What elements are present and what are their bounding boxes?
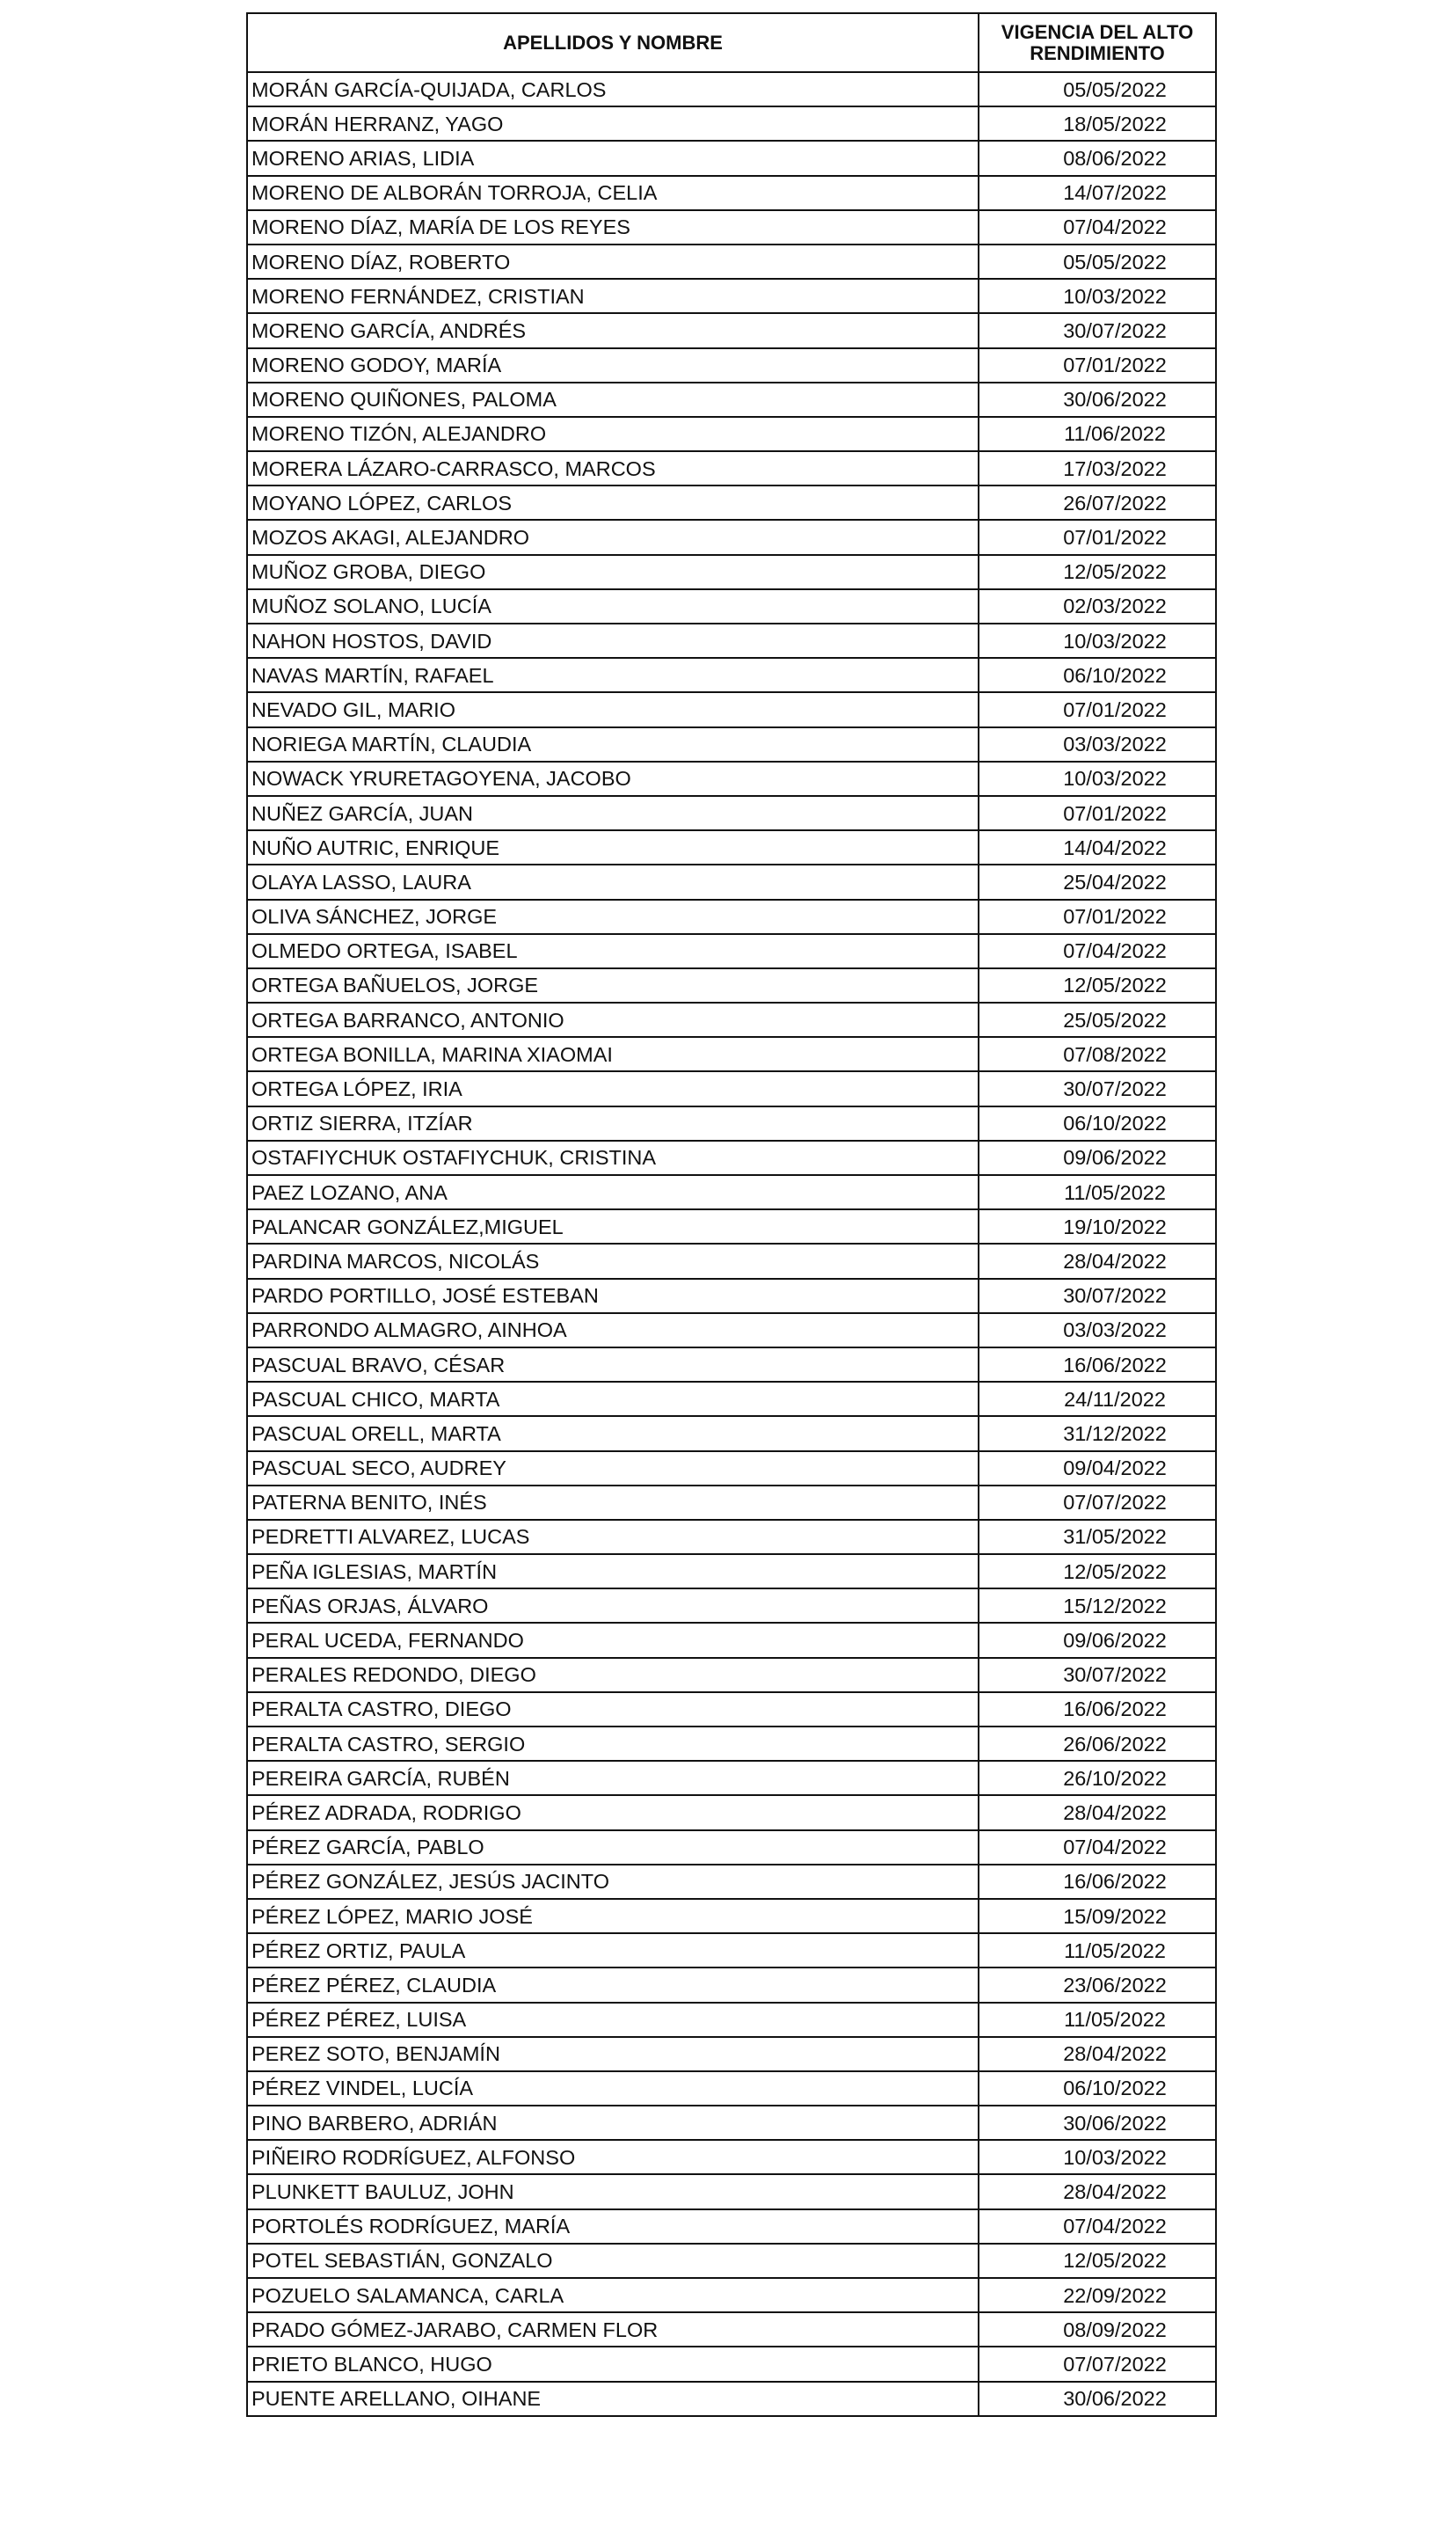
table-row xyxy=(247,1279,1216,1313)
table-row xyxy=(247,1727,1216,1761)
validity-date-cell: 07/07/2022 xyxy=(979,2347,1216,2381)
validity-date-cell: 06/10/2022 xyxy=(979,1106,1216,1141)
table-row xyxy=(247,2382,1216,2416)
validity-date-cell: 30/06/2022 xyxy=(979,2382,1216,2416)
validity-date-cell: 07/04/2022 xyxy=(979,1830,1216,1865)
athlete-name-cell: PÉREZ ORTIZ, PAULA xyxy=(247,1933,979,1968)
athletes-table xyxy=(246,12,1217,2417)
table-row xyxy=(247,141,1216,175)
validity-date-cell: 12/05/2022 xyxy=(979,2244,1216,2278)
validity-date-cell: 07/08/2022 xyxy=(979,1037,1216,1071)
validity-date-cell: 14/04/2022 xyxy=(979,830,1216,865)
validity-date-cell: 09/04/2022 xyxy=(979,1451,1216,1486)
table-body xyxy=(247,72,1216,2416)
athlete-name-cell: NUÑEZ GARCÍA, JUAN xyxy=(247,796,979,830)
athlete-name-cell: MORENO QUIÑONES, PALOMA xyxy=(247,383,979,417)
validity-date-cell: 12/05/2022 xyxy=(979,968,1216,1003)
validity-date-cell: 28/04/2022 xyxy=(979,1244,1216,1278)
validity-date-cell: 11/05/2022 xyxy=(979,1175,1216,1209)
athlete-name-cell: MUÑOZ GROBA, DIEGO xyxy=(247,555,979,589)
validity-date-cell: 30/07/2022 xyxy=(979,313,1216,347)
validity-date-cell: 12/05/2022 xyxy=(979,555,1216,589)
table-row xyxy=(247,1761,1216,1795)
athlete-name-cell: OLMEDO ORTEGA, ISABEL xyxy=(247,934,979,968)
athlete-name-cell: PRADO GÓMEZ-JARABO, CARMEN FLOR xyxy=(247,2312,979,2347)
athlete-name-cell: PÉREZ PÉREZ, CLAUDIA xyxy=(247,1968,979,2002)
validity-date-cell: 15/09/2022 xyxy=(979,1899,1216,1933)
athlete-name-cell: PRIETO BLANCO, HUGO xyxy=(247,2347,979,2381)
validity-date-cell: 14/07/2022 xyxy=(979,176,1216,210)
table-row xyxy=(247,1003,1216,1037)
table-row xyxy=(247,762,1216,796)
table-row xyxy=(247,245,1216,279)
table-row xyxy=(247,2347,1216,2381)
athlete-name-cell: PATERNA BENITO, INÉS xyxy=(247,1486,979,1520)
athlete-name-cell: PARRONDO ALMAGRO, AINHOA xyxy=(247,1313,979,1347)
table-row xyxy=(247,2071,1216,2106)
validity-date-cell: 02/03/2022 xyxy=(979,589,1216,624)
athlete-name-cell: MORENO DÍAZ, ROBERTO xyxy=(247,245,979,279)
validity-date-cell: 10/03/2022 xyxy=(979,2140,1216,2174)
validity-date-cell: 10/03/2022 xyxy=(979,624,1216,658)
table-row xyxy=(247,313,1216,347)
validity-date-cell: 07/01/2022 xyxy=(979,520,1216,554)
validity-date-cell: 11/05/2022 xyxy=(979,1933,1216,1968)
validity-date-cell: 30/07/2022 xyxy=(979,1071,1216,1106)
validity-date-cell: 07/01/2022 xyxy=(979,692,1216,726)
validity-date-cell: 07/01/2022 xyxy=(979,796,1216,830)
table-row xyxy=(247,72,1216,106)
validity-date-cell: 28/04/2022 xyxy=(979,2174,1216,2208)
athlete-name-cell: MORÁN GARCÍA-QUIJADA, CARLOS xyxy=(247,72,979,106)
athlete-name-cell: ORTEGA BARRANCO, ANTONIO xyxy=(247,1003,979,1037)
table-row xyxy=(247,106,1216,141)
athlete-name-cell: PERALTA CASTRO, SERGIO xyxy=(247,1727,979,1761)
validity-date-cell: 06/10/2022 xyxy=(979,2071,1216,2106)
athlete-name-cell: PERAL UCEDA, FERNANDO xyxy=(247,1623,979,1657)
table-row xyxy=(247,2003,1216,2037)
table-row xyxy=(247,451,1216,485)
validity-date-cell: 11/06/2022 xyxy=(979,417,1216,451)
column-header-name: APELLIDOS Y NOMBRE xyxy=(247,13,979,72)
validity-date-cell: 16/06/2022 xyxy=(979,1347,1216,1382)
table-row xyxy=(247,2312,1216,2347)
table-row xyxy=(247,1175,1216,1209)
athlete-name-cell: ORTEGA BONILLA, MARINA XIAOMAI xyxy=(247,1037,979,1071)
validity-date-cell: 17/03/2022 xyxy=(979,451,1216,485)
athlete-name-cell: PÉREZ GARCÍA, PABLO xyxy=(247,1830,979,1865)
athlete-name-cell: POZUELO SALAMANCA, CARLA xyxy=(247,2278,979,2312)
athlete-name-cell: NORIEGA MARTÍN, CLAUDIA xyxy=(247,727,979,762)
athlete-name-cell: MORENO ARIAS, LIDIA xyxy=(247,141,979,175)
athlete-name-cell: PARDINA MARCOS, NICOLÁS xyxy=(247,1244,979,1278)
table-row xyxy=(247,1933,1216,1968)
validity-date-cell: 07/01/2022 xyxy=(979,900,1216,934)
athlete-name-cell: POTEL SEBASTIÁN, GONZALO xyxy=(247,2244,979,2278)
table-row xyxy=(247,1795,1216,1829)
validity-date-cell: 07/01/2022 xyxy=(979,348,1216,383)
table-row xyxy=(247,589,1216,624)
athlete-name-cell: NAVAS MARTÍN, RAFAEL xyxy=(247,658,979,692)
validity-date-cell: 16/06/2022 xyxy=(979,1692,1216,1727)
table-row xyxy=(247,279,1216,313)
athlete-name-cell: PALANCAR GONZÁLEZ,MIGUEL xyxy=(247,1209,979,1244)
athlete-name-cell: PÉREZ VINDEL, LUCÍA xyxy=(247,2071,979,2106)
athlete-name-cell: MORENO GODOY, MARÍA xyxy=(247,348,979,383)
athlete-name-cell: OLIVA SÁNCHEZ, JORGE xyxy=(247,900,979,934)
table-row xyxy=(247,658,1216,692)
table-row xyxy=(247,624,1216,658)
table-row xyxy=(247,900,1216,934)
table-row xyxy=(247,2244,1216,2278)
validity-date-cell: 09/06/2022 xyxy=(979,1623,1216,1657)
athlete-name-cell: MORÁN HERRANZ, YAGO xyxy=(247,106,979,141)
athlete-name-cell: NEVADO GIL, MARIO xyxy=(247,692,979,726)
athlete-name-cell: PEÑA IGLESIAS, MARTÍN xyxy=(247,1554,979,1588)
athlete-name-cell: PARDO PORTILLO, JOSÉ ESTEBAN xyxy=(247,1279,979,1313)
table-row xyxy=(247,485,1216,520)
validity-date-cell: 31/12/2022 xyxy=(979,1416,1216,1450)
athlete-name-cell: NAHON HOSTOS, DAVID xyxy=(247,624,979,658)
athlete-name-cell: MOZOS AKAGI, ALEJANDRO xyxy=(247,520,979,554)
athlete-name-cell: PÉREZ PÉREZ, LUISA xyxy=(247,2003,979,2037)
table-row xyxy=(247,1554,1216,1588)
athlete-name-cell: PASCUAL ORELL, MARTA xyxy=(247,1416,979,1450)
validity-date-cell: 22/09/2022 xyxy=(979,2278,1216,2312)
table-row xyxy=(247,348,1216,383)
validity-date-cell: 26/07/2022 xyxy=(979,485,1216,520)
validity-date-cell: 05/05/2022 xyxy=(979,72,1216,106)
table-row xyxy=(247,1071,1216,1106)
validity-date-cell: 30/06/2022 xyxy=(979,2106,1216,2140)
table-row xyxy=(247,1106,1216,1141)
validity-date-cell: 03/03/2022 xyxy=(979,727,1216,762)
athlete-name-cell: OLAYA LASSO, LAURA xyxy=(247,865,979,899)
table-row xyxy=(247,2174,1216,2208)
table-row xyxy=(247,176,1216,210)
validity-date-cell: 10/03/2022 xyxy=(979,279,1216,313)
table-row xyxy=(247,383,1216,417)
athlete-name-cell: PEREZ SOTO, BENJAMÍN xyxy=(247,2037,979,2071)
validity-date-cell: 30/07/2022 xyxy=(979,1658,1216,1692)
validity-date-cell: 08/06/2022 xyxy=(979,141,1216,175)
athlete-name-cell: OSTAFIYCHUK OSTAFIYCHUK, CRISTINA xyxy=(247,1141,979,1175)
validity-date-cell: 18/05/2022 xyxy=(979,106,1216,141)
athlete-name-cell: PORTOLÉS RODRÍGUEZ, MARÍA xyxy=(247,2209,979,2244)
athlete-name-cell: ORTEGA LÓPEZ, IRIA xyxy=(247,1071,979,1106)
athlete-name-cell: MUÑOZ SOLANO, LUCÍA xyxy=(247,589,979,624)
table-row xyxy=(247,865,1216,899)
validity-date-cell: 07/04/2022 xyxy=(979,210,1216,245)
table-header-row xyxy=(247,13,1216,72)
validity-date-cell: 11/05/2022 xyxy=(979,2003,1216,2037)
athlete-name-cell: NOWACK YRURETAGOYENA, JACOBO xyxy=(247,762,979,796)
athlete-name-cell: ORTIZ SIERRA, ITZÍAR xyxy=(247,1106,979,1141)
table-row xyxy=(247,1692,1216,1727)
validity-date-cell: 12/05/2022 xyxy=(979,1554,1216,1588)
table-row xyxy=(247,210,1216,245)
athlete-name-cell: PASCUAL BRAVO, CÉSAR xyxy=(247,1347,979,1382)
validity-date-cell: 26/10/2022 xyxy=(979,1761,1216,1795)
table-row xyxy=(247,520,1216,554)
validity-date-cell: 28/04/2022 xyxy=(979,1795,1216,1829)
table-row xyxy=(247,1899,1216,1933)
validity-date-cell: 05/05/2022 xyxy=(979,245,1216,279)
athlete-name-cell: ORTEGA BAÑUELOS, JORGE xyxy=(247,968,979,1003)
table-row xyxy=(247,1486,1216,1520)
column-header-date: VIGENCIA DEL ALTO RENDIMIENTO xyxy=(979,13,1216,72)
athlete-name-cell: PINO BARBERO, ADRIÁN xyxy=(247,2106,979,2140)
validity-date-cell: 31/05/2022 xyxy=(979,1520,1216,1554)
validity-date-cell: 15/12/2022 xyxy=(979,1588,1216,1623)
table-row xyxy=(247,1451,1216,1486)
validity-date-cell: 10/03/2022 xyxy=(979,762,1216,796)
athlete-name-cell: MORERA LÁZARO-CARRASCO, MARCOS xyxy=(247,451,979,485)
validity-date-cell: 07/04/2022 xyxy=(979,934,1216,968)
athlete-name-cell: MORENO DÍAZ, MARÍA DE LOS REYES xyxy=(247,210,979,245)
table-row xyxy=(247,1141,1216,1175)
table-row xyxy=(247,692,1216,726)
table-row xyxy=(247,1313,1216,1347)
athlete-name-cell: MORENO FERNÁNDEZ, CRISTIAN xyxy=(247,279,979,313)
athlete-name-cell: MOYANO LÓPEZ, CARLOS xyxy=(247,485,979,520)
table-row xyxy=(247,417,1216,451)
table-row xyxy=(247,934,1216,968)
athlete-name-cell: PEDRETTI ALVAREZ, LUCAS xyxy=(247,1520,979,1554)
athlete-name-cell: PLUNKETT BAULUZ, JOHN xyxy=(247,2174,979,2208)
table-row xyxy=(247,1658,1216,1692)
validity-date-cell: 03/03/2022 xyxy=(979,1313,1216,1347)
athlete-name-cell: PEREIRA GARCÍA, RUBÉN xyxy=(247,1761,979,1795)
athlete-name-cell: PUENTE ARELLANO, OIHANE xyxy=(247,2382,979,2416)
table-row xyxy=(247,2278,1216,2312)
athlete-name-cell: PÉREZ ADRADA, RODRIGO xyxy=(247,1795,979,1829)
table-row xyxy=(247,2106,1216,2140)
validity-date-cell: 25/05/2022 xyxy=(979,1003,1216,1037)
athlete-name-cell: NUÑO AUTRIC, ENRIQUE xyxy=(247,830,979,865)
table-row xyxy=(247,2037,1216,2071)
table-row xyxy=(247,1416,1216,1450)
athlete-name-cell: PEÑAS ORJAS, ÁLVARO xyxy=(247,1588,979,1623)
athlete-name-cell: PERALTA CASTRO, DIEGO xyxy=(247,1692,979,1727)
table-row xyxy=(247,1382,1216,1416)
validity-date-cell: 08/09/2022 xyxy=(979,2312,1216,2347)
table-row xyxy=(247,968,1216,1003)
table-row xyxy=(247,555,1216,589)
table-row xyxy=(247,1830,1216,1865)
athlete-name-cell: PASCUAL CHICO, MARTA xyxy=(247,1382,979,1416)
table-row xyxy=(247,1623,1216,1657)
table-row xyxy=(247,2140,1216,2174)
athlete-name-cell: MORENO TIZÓN, ALEJANDRO xyxy=(247,417,979,451)
athlete-name-cell: PERALES REDONDO, DIEGO xyxy=(247,1658,979,1692)
table-row xyxy=(247,1037,1216,1071)
table-row xyxy=(247,796,1216,830)
athlete-name-cell: MORENO GARCÍA, ANDRÉS xyxy=(247,313,979,347)
validity-date-cell: 19/10/2022 xyxy=(979,1209,1216,1244)
table-row xyxy=(247,1244,1216,1278)
athlete-name-cell: PIÑEIRO RODRÍGUEZ, ALFONSO xyxy=(247,2140,979,2174)
validity-date-cell: 09/06/2022 xyxy=(979,1141,1216,1175)
table-row xyxy=(247,1520,1216,1554)
table-row xyxy=(247,727,1216,762)
athlete-name-cell: MORENO DE ALBORÁN TORROJA, CELIA xyxy=(247,176,979,210)
validity-date-cell: 28/04/2022 xyxy=(979,2037,1216,2071)
table-row xyxy=(247,1347,1216,1382)
athlete-name-cell: PAEZ LOZANO, ANA xyxy=(247,1175,979,1209)
validity-date-cell: 30/06/2022 xyxy=(979,383,1216,417)
table-row xyxy=(247,1865,1216,1899)
validity-date-cell: 24/11/2022 xyxy=(979,1382,1216,1416)
validity-date-cell: 07/07/2022 xyxy=(979,1486,1216,1520)
table-row xyxy=(247,1968,1216,2002)
table-row xyxy=(247,1588,1216,1623)
athlete-name-cell: PÉREZ LÓPEZ, MARIO JOSÉ xyxy=(247,1899,979,1933)
validity-date-cell: 06/10/2022 xyxy=(979,658,1216,692)
validity-date-cell: 16/06/2022 xyxy=(979,1865,1216,1899)
validity-date-cell: 30/07/2022 xyxy=(979,1279,1216,1313)
athlete-name-cell: PASCUAL SECO, AUDREY xyxy=(247,1451,979,1486)
table-row xyxy=(247,1209,1216,1244)
validity-date-cell: 07/04/2022 xyxy=(979,2209,1216,2244)
validity-date-cell: 23/06/2022 xyxy=(979,1968,1216,2002)
table-row xyxy=(247,830,1216,865)
table-row xyxy=(247,2209,1216,2244)
athlete-name-cell: PÉREZ GONZÁLEZ, JESÚS JACINTO xyxy=(247,1865,979,1899)
validity-date-cell: 25/04/2022 xyxy=(979,865,1216,899)
validity-date-cell: 26/06/2022 xyxy=(979,1727,1216,1761)
